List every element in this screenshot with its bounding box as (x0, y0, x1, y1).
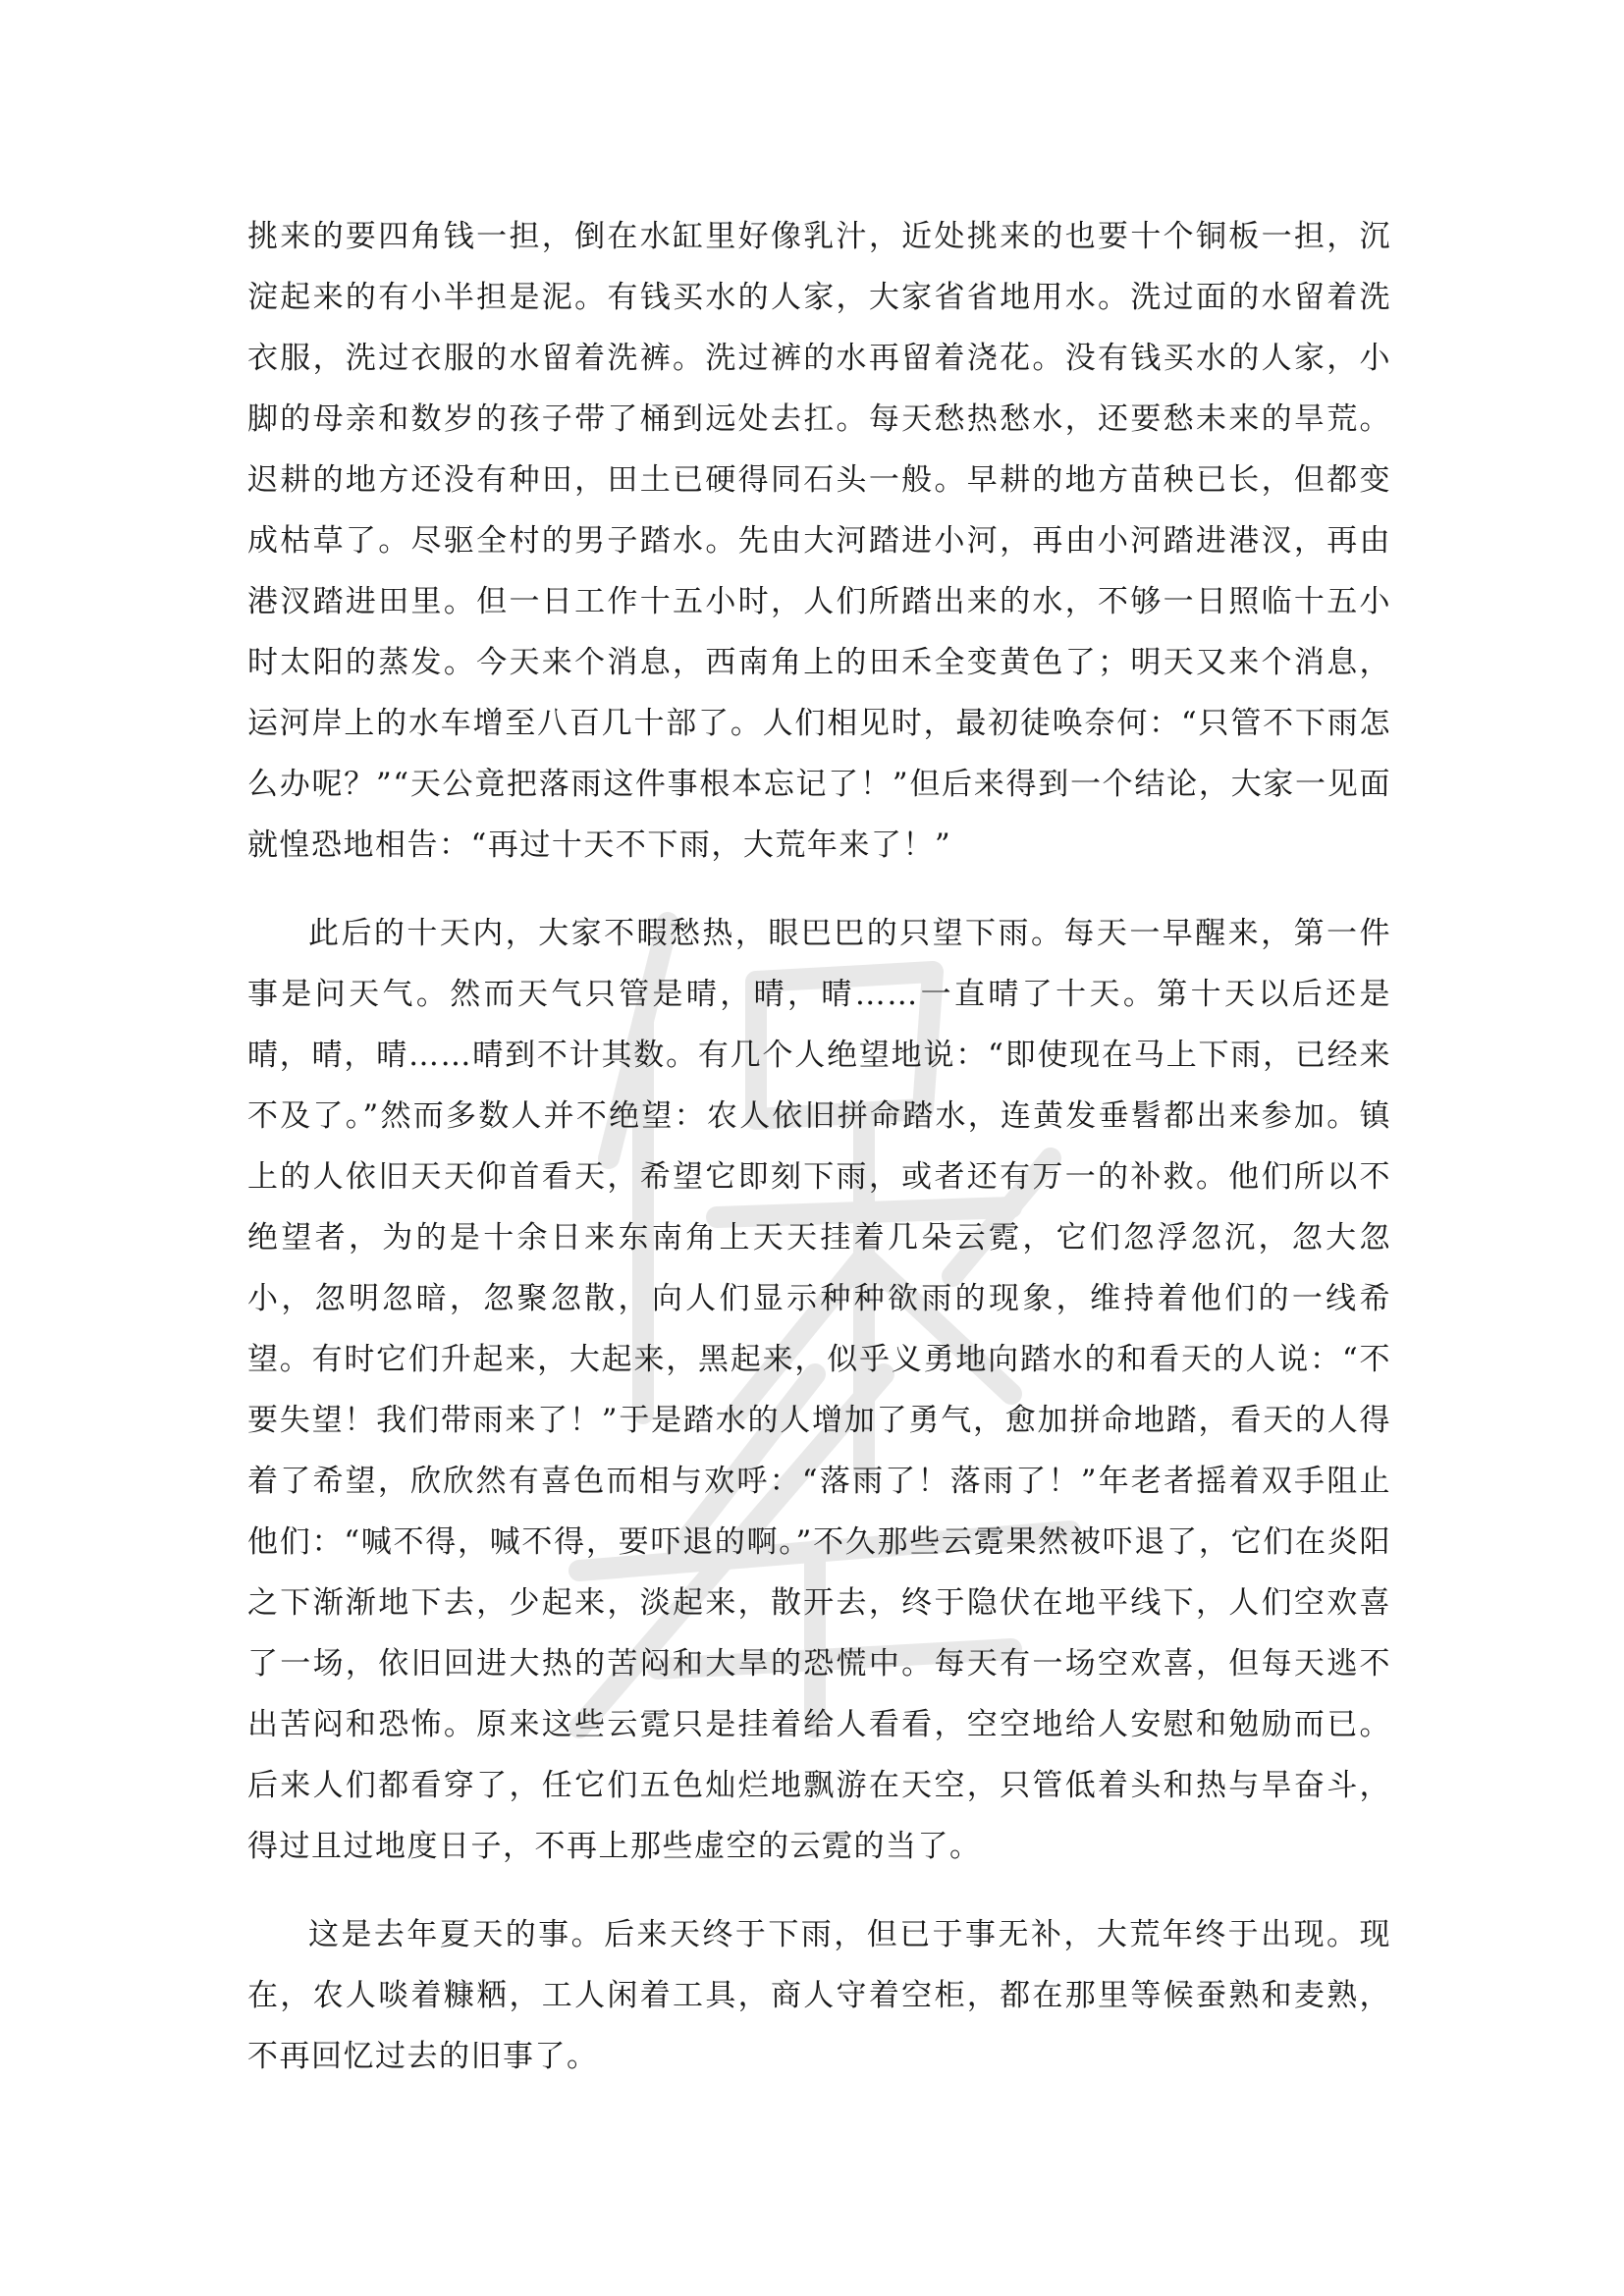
article-body (247, 206, 1391, 2114)
paragraph: 挑来的要四角钱一担，倒在水缸里好像乳汁，近处挑来的也要十个铜板一担，沉淀起来的有小半担是泥。有钱买水的人家，大家省省地用水。洗过面的水留着洗衣服，洗过衣服的水留着洗裤。洗过裤的水再留着浇花。没有钱买水的人家，小脚的母亲和数岁的孩子带了桶到远处去扛。每天愁热愁水，还要愁未来的旱荒。迟耕的地方还没有种田，田土已硬得同石头一般。早耕的地方苗秧已长，但都变成枯草了。尽驱全村的男子踏水。先由大河踏进小河，再由小河踏进港汊，再由港汊踏进田里。但一日工作十五小时，人们所踏出来的水，不够一日照临十五小时太阳的蒸发。今天来个消息，西南角上的田禾全变黄色了；明天又来个消息，运河岸上的水车增至八百几十部了。人们相见时，最初徒唤奈何：“只管不下雨怎么办呢？”“天公竟把落雨这件事根本忘记了！”但后来得到一个结论，大家一见面就惶恐地相告：“再过十天不下雨，大荒年来了！” (247, 219, 1391, 863)
paragraph: 此后的十天内，大家不暇愁热，眼巴巴的只望下雨。每天一早醒来，第一件事是问天气。然而天气只管是晴，晴，晴……一直晴了十天。第十天以后还是晴，晴，晴……晴到不计其数。有几个人绝望地说：“即使现在马上下雨，已经来不及了。”然而多数人并不绝望：农人依旧拼命踏水，连黄发垂髫都出来参加。镇上的人依旧天天仰首看天，希望它即刻下雨，或者还有万一的补救。他们所以不绝望者，为的是十余日来东南角上天天挂着几朵云霓，它们忽浮忽沉，忽大忽小，忽明忽暗，忽聚忽散，向人们显示种种欲雨的现象，维持着他们的一线希望。有时它们升起来，大起来，黑起来，似乎义勇地向踏水的和看天的人说：“不要失望！我们带雨来了！”于是踏水的人增加了勇气，愈加拼命地踏，看天的人得着了希望，欣欣然有喜色而相与欢呼：“落雨了！落雨了！”年老者摇着双手阻止他们：“喊不得，喊不得，要吓退的啊。”不久那些云霓果然被吓退了，它们在炎阳之下渐渐地下去，少起来，淡起来，散开去，终于隐伏在地平线下，人们空欢喜了一场，依旧回进大热的苦闷和大旱的恐慌中。每天有一场空欢喜，但每天逃不出苦闷和恐怖。原来这些云霓只是挂着给人看看，空空地给人安慰和勉励而已。后来人们都看穿了，任它们五色灿烂地飘游在天空，只管低着头和热与旱奋斗，得过且过地度日子，不再上那些虚空的云霓的当了。 (247, 916, 1391, 1864)
paragraph: 这是去年夏天的事。后来天终于下雨，但已于事无补，大荒年终于出现。现在，农人啖着糠粞，工人闲着工具，商人守着空柜，都在那里等候蚕熟和麦熟，不再回忆过去的旧事了。 (247, 1917, 1391, 2074)
